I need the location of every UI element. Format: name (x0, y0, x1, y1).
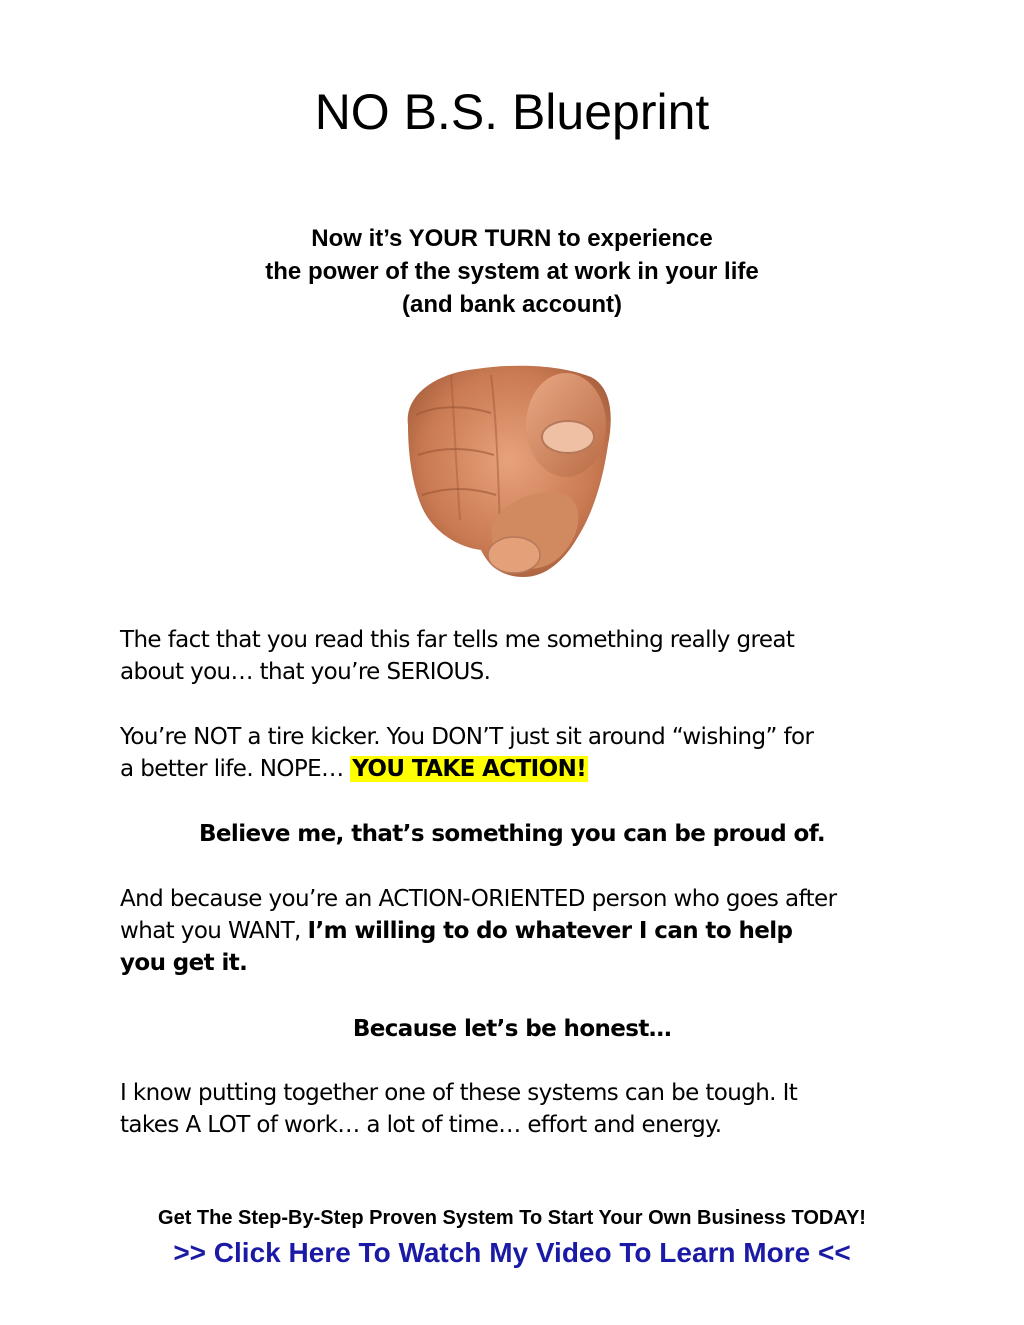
paragraph-serious-line-1: The fact that you read this far tells me something really great (120, 627, 795, 653)
you-get-it-text: you get it. (120, 950, 248, 976)
paragraph-take-action (120, 721, 920, 785)
pointing-hand-image (396, 355, 616, 585)
paragraph-serious-line-2: about you… that you’re SERIOUS. (120, 659, 491, 685)
willing-to-help-text: I’m willing to do whatever I can to help (307, 918, 793, 944)
paragraph-tough-line-1: I know putting together one of these systems can be tough. It (120, 1080, 798, 1106)
paragraph-action-oriented-line-3 (120, 947, 920, 979)
subheadline-line-3: (and bank account) (401, 291, 623, 318)
take-action-highlight: YOU TAKE ACTION! (352, 756, 587, 782)
paragraph-action-oriented-line-2 (120, 915, 920, 947)
subheadline-line-1: Now it’s YOUR TURN to experience (311, 225, 713, 252)
footer-call-to-action: Get The Step-By-Step Proven System To Start Your Own Business TODAY! (158, 1207, 866, 1229)
watch-video-link[interactable]: >> Click Here To Watch My Video To Learn More << (173, 1237, 851, 1268)
paragraph-action-oriented-line-1: And because you’re an ACTION-ORIENTED person who goes after (120, 886, 837, 912)
page-title: NO B.S. Blueprint (314, 84, 710, 140)
paragraph-take-action-line-2-text: a better life. NOPE… (120, 756, 351, 782)
subheadline-line-2: the power of the system at work in your life (265, 258, 759, 285)
proud-statement: Believe me, that’s something you can be proud of. (199, 821, 825, 847)
paragraph-take-action-line-2 (120, 753, 920, 785)
pointing-hand-icon (396, 355, 616, 585)
paragraph-take-action-line-1: You’re NOT a tire kicker. You DON’T just sit around “wishing” for (120, 724, 814, 750)
paragraph-action-oriented (120, 883, 920, 979)
paragraph-tough (120, 1077, 920, 1141)
honest-statement: Because let’s be honest… (352, 1016, 672, 1042)
paragraph-action-oriented-line-2-text: what you WANT, (120, 918, 308, 944)
paragraph-serious (120, 624, 920, 688)
subheadline (0, 222, 1024, 321)
paragraph-tough-line-2: takes A LOT of work… a lot of time… effort and energy. (120, 1112, 722, 1138)
